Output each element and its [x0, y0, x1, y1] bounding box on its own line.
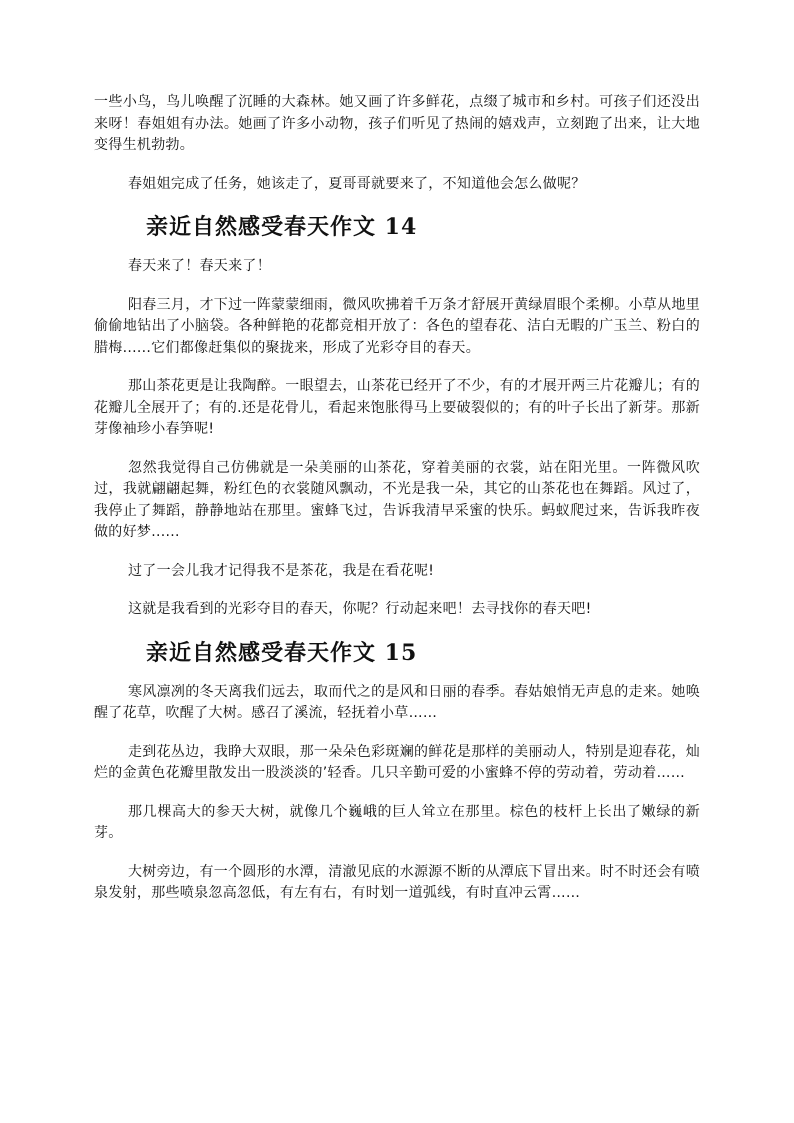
section-14-paragraph: 春天来了！春天来了！ — [128, 258, 271, 274]
section-14-paragraph: 阳春三月，才下过一阵蒙蒙细雨，微风吹拂着千万条才舒展开黄绿眉眼个柔柳。小草从地里偷偷地钻出了小脑袋。各种鲜艳的花都竞相开放了：各色的望春花、洁白无暇的广玉兰、粉白的腊梅......它们都像赶集似的聚拢来，形成了光彩夺目的春天。 — [94, 296, 700, 356]
intro-paragraph: 一些小鸟，鸟儿唤醒了沉睡的大森林。她又画了许多鲜花，点缀了城市和乡村。可孩子们还没出来呀！春姐姐有办法。她画了许多小动物，孩子们听见了热闹的嬉戏声，立刻跑了出来，让大地变得生机勃勃。 — [94, 94, 700, 153]
section-15-paragraph: 大树旁边，有一个圆形的水潭，清澈见底的水源源不断的从潭底下冒出来。时不时还会有喷泉发射，那些喷泉忽高忽低，有左有右，有时划一道弧线，有时直冲云霄…… — [94, 863, 700, 901]
section-14-title: 亲近自然感受春天作文 14 — [146, 214, 418, 240]
section-15-title: 亲近自然感受春天作文 15 — [146, 639, 418, 666]
section-14-paragraph: 忽然我觉得自己仿佛就是一朵美丽的山茶花，穿着美丽的衣裳，站在阳光里。一阵微风吹过，我就翩翩起舞，粉红色的衣裳随风飘动，不光是我一朵，其它的山茶花也在舞蹈。风过了，我停止了舞蹈，静静地站在那里。蜜蜂飞过，告诉我清早采蜜的快乐。蚂蚁爬过来，告诉我昨夜做的好梦...... — [94, 459, 700, 540]
section-15-paragraph: 走到花丛边，我睁大双眼，那一朵朵色彩斑斓的鲜花是那样的美丽动人，特别是迎春花，灿烂的金黄色花瓣里散发出一股淡淡的’轻香。几只辛勤可爱的小蜜蜂不停的劳动着，劳动着…… — [94, 743, 700, 781]
document-page — [94, 92, 700, 922]
section-14-paragraph: 这就是我看到的光彩夺目的春天，你呢？行动起来吧！去寻找你的春天吧! — [128, 601, 592, 617]
section-14-paragraph: 那山茶花更是让我陶醉。一眼望去，山茶花已经开了不少，有的才展开两三片花瓣儿；有的花瓣儿全展开了；有的.还是花骨儿，看起来饱胀得马上要破裂似的；有的叶子长出了新芽。那新芽像袖珍小春笋呢! — [94, 378, 700, 437]
section-15-paragraph: 寒风凛冽的冬天离我们远去，取而代之的是风和日丽的春季。春姑娘悄无声息的走来。她唤醒了花草，吹醒了大树。感召了溪流，轻抚着小草…… — [94, 683, 700, 721]
section-14-paragraph: 过了一会儿我才记得我不是茶花，我是在看花呢! — [128, 562, 435, 579]
intro-paragraph: 春姐姐完成了任务，她该走了，夏哥哥就要来了，不知道他会怎么做呢？ — [128, 175, 586, 192]
section-15-paragraph: 那几棵高大的参天大树，就像几个巍峨的巨人耸立在那里。棕色的枝杆上长出了嫩绿的新芽。 — [94, 803, 700, 841]
